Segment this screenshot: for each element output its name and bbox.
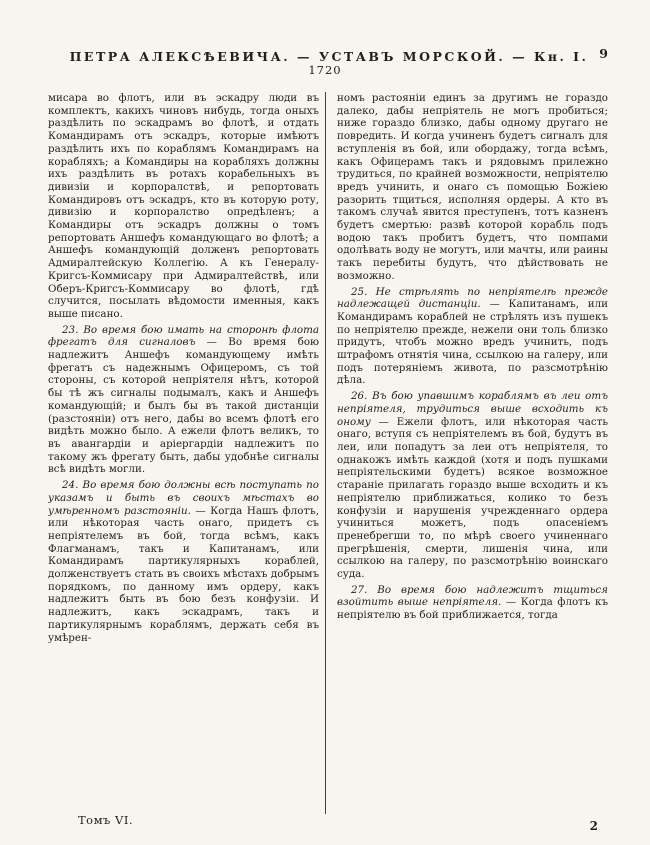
article-heading: 23. Во время бою имать на сторонѣ флота фрегатъ для сигналовъ — <box>48 323 319 349</box>
paragraph-continuation <box>337 92 608 283</box>
article-body: Капитанамъ, или Командирамъ кораблей не стрѣлять изъ пушекъ по непріятелю прежде, нежели они толь близко придутъ, чтобъ можно вредъ учинить, подъ штрафомъ отнятія чина, ссылкою на галеру, или подъ потеряніемъ живота, по разсмотрѣнію дѣла. <box>337 298 608 387</box>
signature-mark: 2 <box>589 819 598 833</box>
article-body: Когда флотъ къ непріятелю въ бой приближается, тогда <box>337 596 608 622</box>
article-body: Во время бою надлежитъ Аншефъ командующему имѣть фрегатъ съ надежнымъ Офицеромъ, съ той стороны, съ которой непріятеля нѣтъ, которой бы тѣ жъ сигналы подымалъ, какъ и Аншефъ командующій; и былъ бы въ такой дистанціи (разстояніи) отъ него, дабы во всемъ флотѣ его видѣть можно было. А ежели флотъ великъ, то въ авангардіи и аріергардіи надлежитъ по такому жъ фрегату быть, дабы удобнѣе сигналы всѣ видѣть могли. <box>48 336 319 476</box>
left-column <box>48 92 319 814</box>
right-column <box>337 92 608 814</box>
article-24 <box>48 479 319 644</box>
article-heading: 27. Во время бою надлежитъ тщиться взойтить выше непріятеля. — <box>337 583 608 609</box>
article-25 <box>337 286 608 388</box>
article-body: Когда Нашъ флотъ, или нѣкоторая часть онаго, придетъ съ непріятелемъ въ бой, тогда всѣмъ, какъ Флагманамъ, такъ и Капитанамъ, или Командирамъ партикулярныхъ кораблей, долженствуетъ стать въ своихъ мѣстахъ добрымъ порядкомъ, по данному имъ ордеру, какъ надлежитъ быть въ бою безъ конфузіи. И надлежитъ, какъ эскадрамъ, такъ и партикулярнымъ кораблямъ, держать себя въ умѣрен- <box>48 504 319 644</box>
article-27 <box>337 584 608 622</box>
article-26 <box>337 390 608 581</box>
article-heading: 24. Во время бою должны всѣ поступать по указамъ и быть въ своихъ мѣстахъ во умѣренномъ разстояніи. — <box>48 479 319 517</box>
paragraph-body: номъ растояніи единъ за другимъ не гораздо далеко, дабы непріятель не могъ пробиться; ниже гораздо близко, дабы одному другаго не повредить. И когда учиненъ будетъ сигналъ для вступленія въ бой, или обордажу, тогда всѣмъ, какъ Офицерамъ такъ и рядовымъ прилежно трудиться, по крайней возможности, непріятелю вредъ учинить, и онаго съ помощью Божіею разорить тщиться, исполняя ордеры. А кто въ такомъ случаѣ явится преступенъ, тотъ казненъ будетъ смертью: развѣ которой корабль подъ водою такъ пробитъ будетъ, что помпами одолѣвать воду не могутъ, или мачты, или раины такъ перебиты будутъ, что дѣйствовать не возможно. <box>337 92 608 282</box>
article-heading: 25. Не стрѣлять по непріятелѣ прежде надлежащей дистанціи. — <box>337 285 608 311</box>
year-label: 1720 <box>308 63 342 77</box>
running-title: ПЕТРА АЛЕКСѢЕВИЧА. — УСТАВЪ МОРСКОЙ. — Кн. I. <box>69 49 589 64</box>
paragraph-body: мисара во флотъ, или въ эскадру люди въ комплектъ, какихъ чиновъ нибудь, тогда оныхъ раздѣлить по эскадрамъ во флотѣ, и отдать Командирамъ отъ эскадръ, которые имѣютъ раздѣлить ихъ по кораблямъ Командирамъ на корабляхъ; а Командиры на корабляхъ должны ихъ раздѣлить въ ротахъ корабельныхъ въ дивизіи и корпоралствѣ, и репортовать Командировъ отъ эскадръ, кто въ которую роту, дивизію и корпоралство опредѣленъ; а Командиры отъ эскадръ должны о томъ репортовать Аншефъ командующаго во флотѣ; а Аншефъ командующій долженъ репортовать Адмиралтейскую Коллегію. А къ Генералу-Кригсъ-Коммисару при Адмиралтействѣ, или Оберъ-Кригсъ-Коммисару во флотѣ, гдѣ случится, посылать вѣдомости именныя, какъ выше писано. <box>48 92 319 320</box>
article-body: Ежели флотъ, или нѣкоторая часть онаго, вступя съ непріятелемъ въ бой, будутъ въ леи, или попадутъ за леи отъ непріятеля, то однакожъ имѣть каждой (хотя и подъ пушками непріятельскими будетъ) всякое возможное стараніе прилагать гораздо выше всходить и къ непріятелю приближаться, колико то безъ конфузіи и нарушенія учрежденнаго ордера учиниться можетъ, подъ опасеніемъ пренебрегши то, по мѣрѣ своего учиненнаго прегрѣшенія, смерти, лишенія чина, или ссылкою на галеру, по разсмотрѣнію воинскаго суда. <box>337 415 608 581</box>
article-heading: 26. Въ бою упавшимъ кораблямъ въ леи отъ непріятеля, трудиться выше всходить къ оному — <box>337 390 608 428</box>
article-23 <box>48 324 319 476</box>
text-columns <box>48 92 608 814</box>
volume-label: Томъ VI. <box>78 813 134 827</box>
paragraph-continuation <box>48 92 319 321</box>
page-number: 9 <box>599 46 608 61</box>
